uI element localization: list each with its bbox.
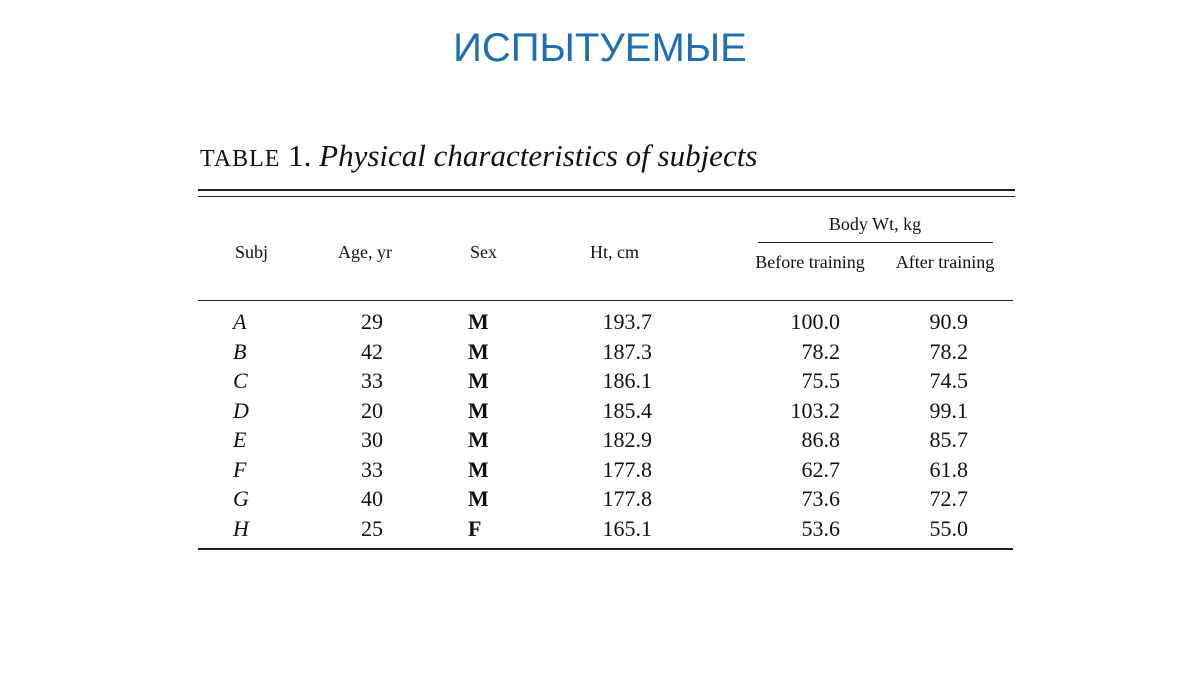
cell-before: 86.8	[801, 427, 840, 452]
cell-after: 72.7	[929, 486, 968, 511]
cell-after: 85.7	[929, 427, 968, 452]
cell-subj: D	[233, 397, 249, 423]
table-row	[0, 427, 1200, 456]
cell-sex: M	[468, 486, 489, 511]
table-row	[0, 457, 1200, 486]
header-subj: Subj	[235, 242, 269, 262]
cell-sex: M	[468, 427, 489, 452]
top-rule-2	[198, 196, 1015, 197]
cell-subj: H	[233, 515, 249, 541]
cell-before: 100.0	[790, 309, 840, 334]
bottom-rule	[198, 548, 1013, 550]
cell-age: 25	[361, 515, 383, 541]
cell-after: 74.5	[929, 368, 968, 393]
cell-sex: M	[468, 309, 489, 334]
header-rule	[198, 300, 1013, 301]
cell-subj: E	[233, 427, 247, 452]
cell-ht: 186.1	[602, 368, 652, 393]
cell-age: 30	[361, 427, 383, 452]
cell-after: 78.2	[929, 338, 968, 364]
table-row	[0, 368, 1200, 397]
table-caption	[200, 138, 757, 174]
header-sex: Sex	[470, 242, 497, 262]
cell-ht: 193.7	[602, 309, 652, 334]
cell-ht: 165.1	[602, 515, 652, 541]
cell-subj: C	[233, 368, 248, 393]
cell-ht: 182.9	[602, 427, 652, 452]
table-row	[0, 339, 1200, 368]
cell-after: 90.9	[929, 309, 968, 334]
cell-sex: M	[468, 368, 489, 393]
cell-ht: 177.8	[602, 486, 652, 511]
cell-ht: 185.4	[602, 397, 652, 423]
slide-title: ИСПЫТУЕМЫЕ	[453, 26, 747, 70]
cell-subj: B	[233, 338, 247, 364]
table-label: TABLE	[200, 146, 281, 172]
cell-before: 75.5	[801, 368, 840, 393]
cell-sex: M	[468, 456, 489, 482]
cell-subj: F	[233, 456, 247, 482]
header-age: Age, yr	[338, 242, 392, 262]
cell-after: 99.1	[929, 397, 968, 423]
cell-sex: M	[468, 397, 489, 423]
cell-before: 62.7	[801, 456, 840, 482]
table-row	[0, 516, 1200, 545]
body-wt-rule	[758, 242, 993, 243]
cell-after: 55.0	[929, 515, 968, 541]
header-ht: Ht, cm	[590, 242, 639, 262]
cell-before: 103.2	[790, 397, 840, 423]
cell-age: 42	[361, 338, 383, 364]
cell-after: 61.8	[929, 456, 968, 482]
cell-before: 73.6	[801, 486, 840, 511]
cell-age: 40	[361, 486, 383, 511]
cell-age: 29	[361, 309, 383, 334]
cell-ht: 177.8	[602, 456, 652, 482]
cell-before: 53.6	[801, 515, 840, 541]
table-number: 1.	[288, 138, 312, 173]
cell-sex: M	[468, 338, 489, 364]
cell-ht: 187.3	[602, 338, 652, 364]
table-row	[0, 398, 1200, 427]
header-body-wt: Body Wt, kg	[828, 214, 922, 234]
top-rule	[198, 189, 1015, 191]
cell-age: 33	[361, 368, 383, 393]
header-after: After training	[895, 252, 995, 272]
header-before: Before training	[755, 252, 865, 272]
cell-subj: G	[233, 486, 249, 511]
cell-before: 78.2	[801, 338, 840, 364]
cell-sex: F	[468, 515, 482, 541]
cell-age: 33	[361, 456, 383, 482]
cell-subj: A	[233, 309, 247, 334]
table-row	[0, 486, 1200, 515]
table-row	[0, 309, 1200, 338]
cell-age: 20	[361, 397, 383, 423]
table-caption-text: Physical characteristics of subjects	[319, 138, 758, 173]
